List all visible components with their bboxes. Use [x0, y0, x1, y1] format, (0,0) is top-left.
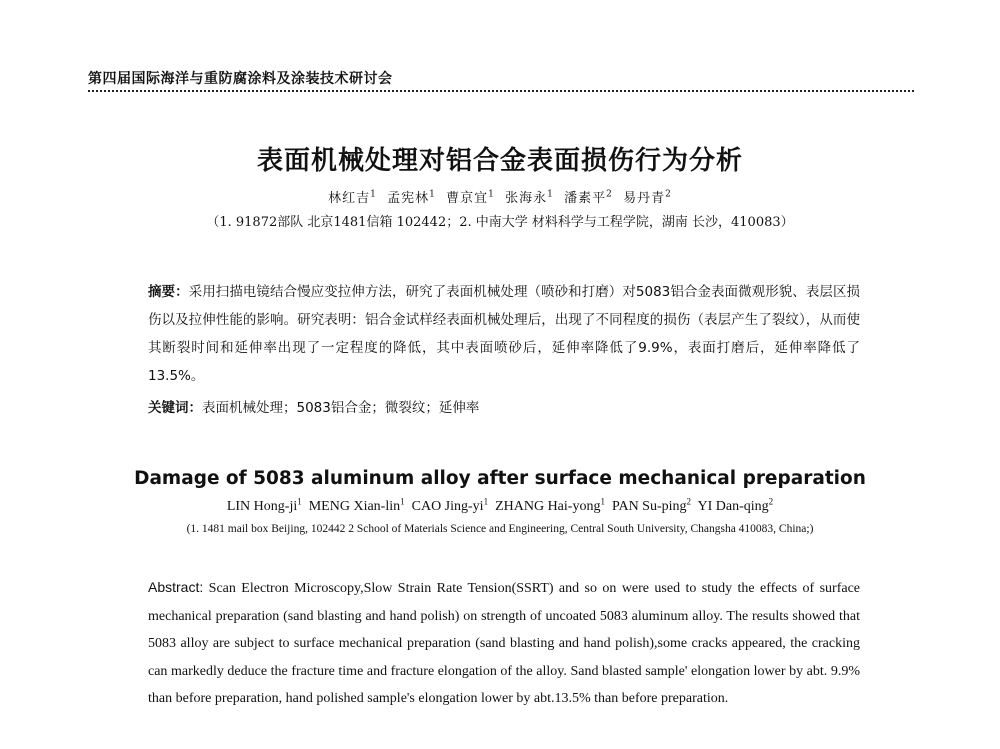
english-author: MENG Xian-lin$^1$ [308, 496, 405, 514]
chinese-abstract [148, 278, 860, 390]
english-abstract-text: Scan Electron Microscopy,Slow Strain Rate Tension(SSRT) and so on were used to study the effects of surface mechanical preparation (sand blasting and hand polish) on strength of uncoated 5083 aluminum alloy. The results showed that 5083 alloy are subject to surface mechanical preparation (sand blasting and hand polish),some cracks appeared, the cracking can markedly deduce the fracture time and fracture elongation of the alloy. Sand blasted sample' elongation lower by abt. 9.9% than before preparation, hand polished sample's elongation lower by abt.13.5% than before preparation. [148, 581, 861, 706]
chinese-author: 曹京宜$^1$ [446, 189, 495, 206]
english-author: CAO Jing-$yi^1$ [411, 496, 489, 514]
chinese-author: 张海永$^1$ [505, 189, 554, 206]
chinese-abstract-label: 摘要： [148, 284, 189, 300]
chinese-author: 易丹青$^2$ [623, 189, 672, 206]
english-author: PAN Su-ping$^2$ [611, 496, 692, 514]
chinese-authors [0, 187, 1000, 206]
english-author: LIN Hong-$ji^1$ [226, 496, 302, 514]
english-authors [0, 496, 1000, 515]
english-title: Damage of 5083 aluminum alloy after surface mechanical preparation [134, 468, 866, 489]
header-divider [88, 90, 914, 92]
english-affiliation: (1. 1481 mail box Beijing, 102442 2 School of Materials Science and Engineering, Central South University, Changsha 410083, China;) [186, 523, 814, 535]
chinese-author: 潘素平$^2$ [564, 189, 613, 206]
english-abstract-label: Abstract: [148, 579, 204, 595]
conference-header: 第四届国际海洋与重防腐涂料及涂装技术研讨会 [88, 71, 393, 87]
chinese-author: 林红吉$^1$ [328, 189, 377, 206]
chinese-keywords-label: 关键词： [148, 400, 202, 416]
english-author: YI Dan-qing$^2$ [697, 496, 774, 514]
english-author: ZHANG Hai-yong$^1$ [495, 496, 605, 514]
chinese-author: 孟宪林$^1$ [387, 189, 436, 206]
chinese-title: 表面机械处理对铝合金表面损伤行为分析 [256, 146, 743, 176]
chinese-keywords [148, 396, 860, 416]
english-abstract [148, 574, 860, 713]
chinese-affiliation: （1. 91872部队 北京1481信箱 102442；2. 中南大学 材料科学与工程学院，湖南 长沙，410083） [206, 215, 794, 230]
chinese-keywords-text: 表面机械处理；5083铝合金；微裂纹；延伸率 [202, 400, 480, 416]
chinese-abstract-text: 采用扫描电镜结合慢应变拉伸方法，研究了表面机械处理（喷砂和打磨）对5083铝合金表面微观形貌、表层区损伤以及拉伸性能的影响。研究表明：铝合金试样经表面机械处理后，出现了不同程度的损伤（表层产生了裂纹），从而使其断裂时间和延伸率出现了一定程度的降低，其中表面喷砂后，延伸率降低了9.9%，表面打磨后，延伸率降低了13.5%。 [148, 284, 861, 384]
